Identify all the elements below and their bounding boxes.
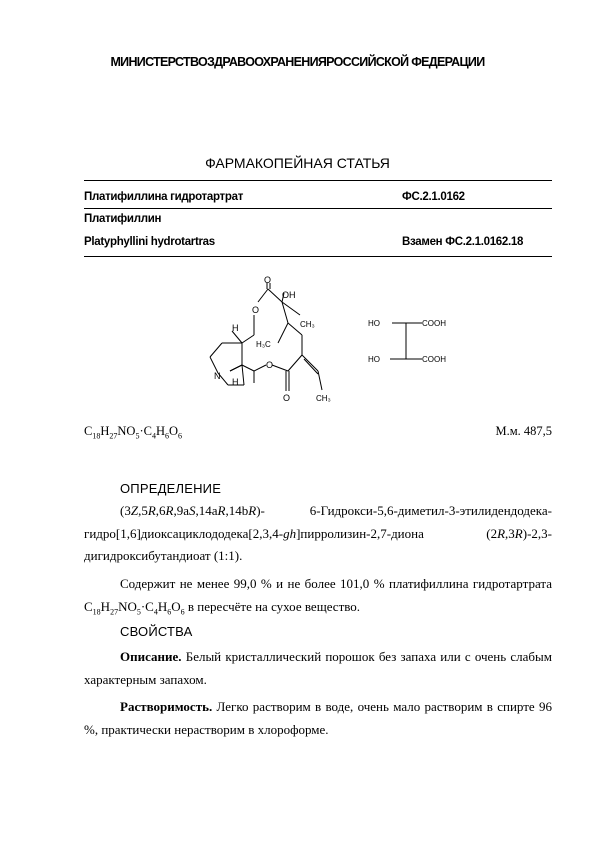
monograph-code: ФС.2.1.0162 — [402, 191, 465, 203]
hydrogen-label-top: H — [232, 323, 239, 333]
ministry-header: МИНИСТЕРСТВОЗДРАВООХРАНЕНИЯРОССИЙСКОЙ ФЕДЕРАЦИИ — [110, 55, 485, 69]
structural-formula — [170, 275, 470, 410]
nitrogen-label: N — [214, 371, 221, 381]
title-block-rule-2 — [84, 208, 552, 209]
hydroxyl-label: OH — [282, 290, 296, 300]
substance-name-short: Платифиллин — [84, 213, 162, 225]
tartrate-carboxyl-2: COOH — [422, 355, 446, 364]
section-definition-title: ОПРЕДЕЛЕНИЕ — [120, 481, 222, 496]
hydrogen-label-bottom: H — [232, 377, 239, 387]
section-properties-title: СВОЙСТВА — [120, 624, 193, 639]
ring-oxygen-1: O — [252, 305, 260, 315]
tartrate-carboxyl-1: COOH — [422, 319, 446, 328]
substance-name-ru: Платифиллина гидротартрат — [84, 191, 244, 203]
tartrate-hydroxyl-2: HO — [368, 355, 380, 364]
ring-oxygen-2: O — [266, 360, 274, 370]
methyl-label-h3c: H₃C — [256, 340, 271, 349]
methyl-label-bottom: CH₃ — [316, 394, 331, 403]
methyl-label-top: CH₃ — [300, 320, 315, 329]
title-block-top-rule — [84, 180, 552, 181]
properties-solubility: Растворимость. Легко растворим в воде, очень мало растворим в спирте 96 %, практически нерастворим в хлороформе. — [84, 699, 552, 737]
molecular-formula: $C_{18}H_{27}NO_5\cdot C_4H_6O_6$ — [84, 424, 183, 441]
molecular-mass: М.м. 487,5 — [495, 424, 552, 438]
definition-content-limits: Содержит не менее 99,0 % и не более 101,0 % платифиллина гидротартрата $C_{18}H_{27}NO_5\cdot C_4H_6O_6$ в пересчёте на сухое вещество. — [84, 576, 552, 617]
tartrate-hydroxyl-1: HO — [368, 319, 380, 328]
document-type-title: ФАРМАКОПЕЙНАЯ СТАТЬЯ — [205, 155, 390, 171]
carbonyl-oxygen-1: O — [264, 275, 272, 285]
definition-chemical-name: (3Z,5R,6R,9aS,14aR,14bR)- 6-Гидрокси-5,6-диметил-3-этилидендодека-гидро[1,6]диоксациклододека[2,3,4-gh]пирролизин-2,7-диона (2R,3R)-2,3-дигидроксибутандиоат (1:1). — [84, 503, 552, 563]
title-block-bottom-rule — [84, 256, 552, 257]
substance-name-latin: Platyphyllini hydrotartras — [84, 236, 215, 248]
replaces-note: Взамен ФС.2.1.0162.18 — [402, 236, 524, 248]
carbonyl-oxygen-2: O — [283, 393, 291, 403]
properties-description: Описание. Белый кристаллический порошок без запаха или с очень слабым характерным запахом. — [84, 649, 552, 687]
